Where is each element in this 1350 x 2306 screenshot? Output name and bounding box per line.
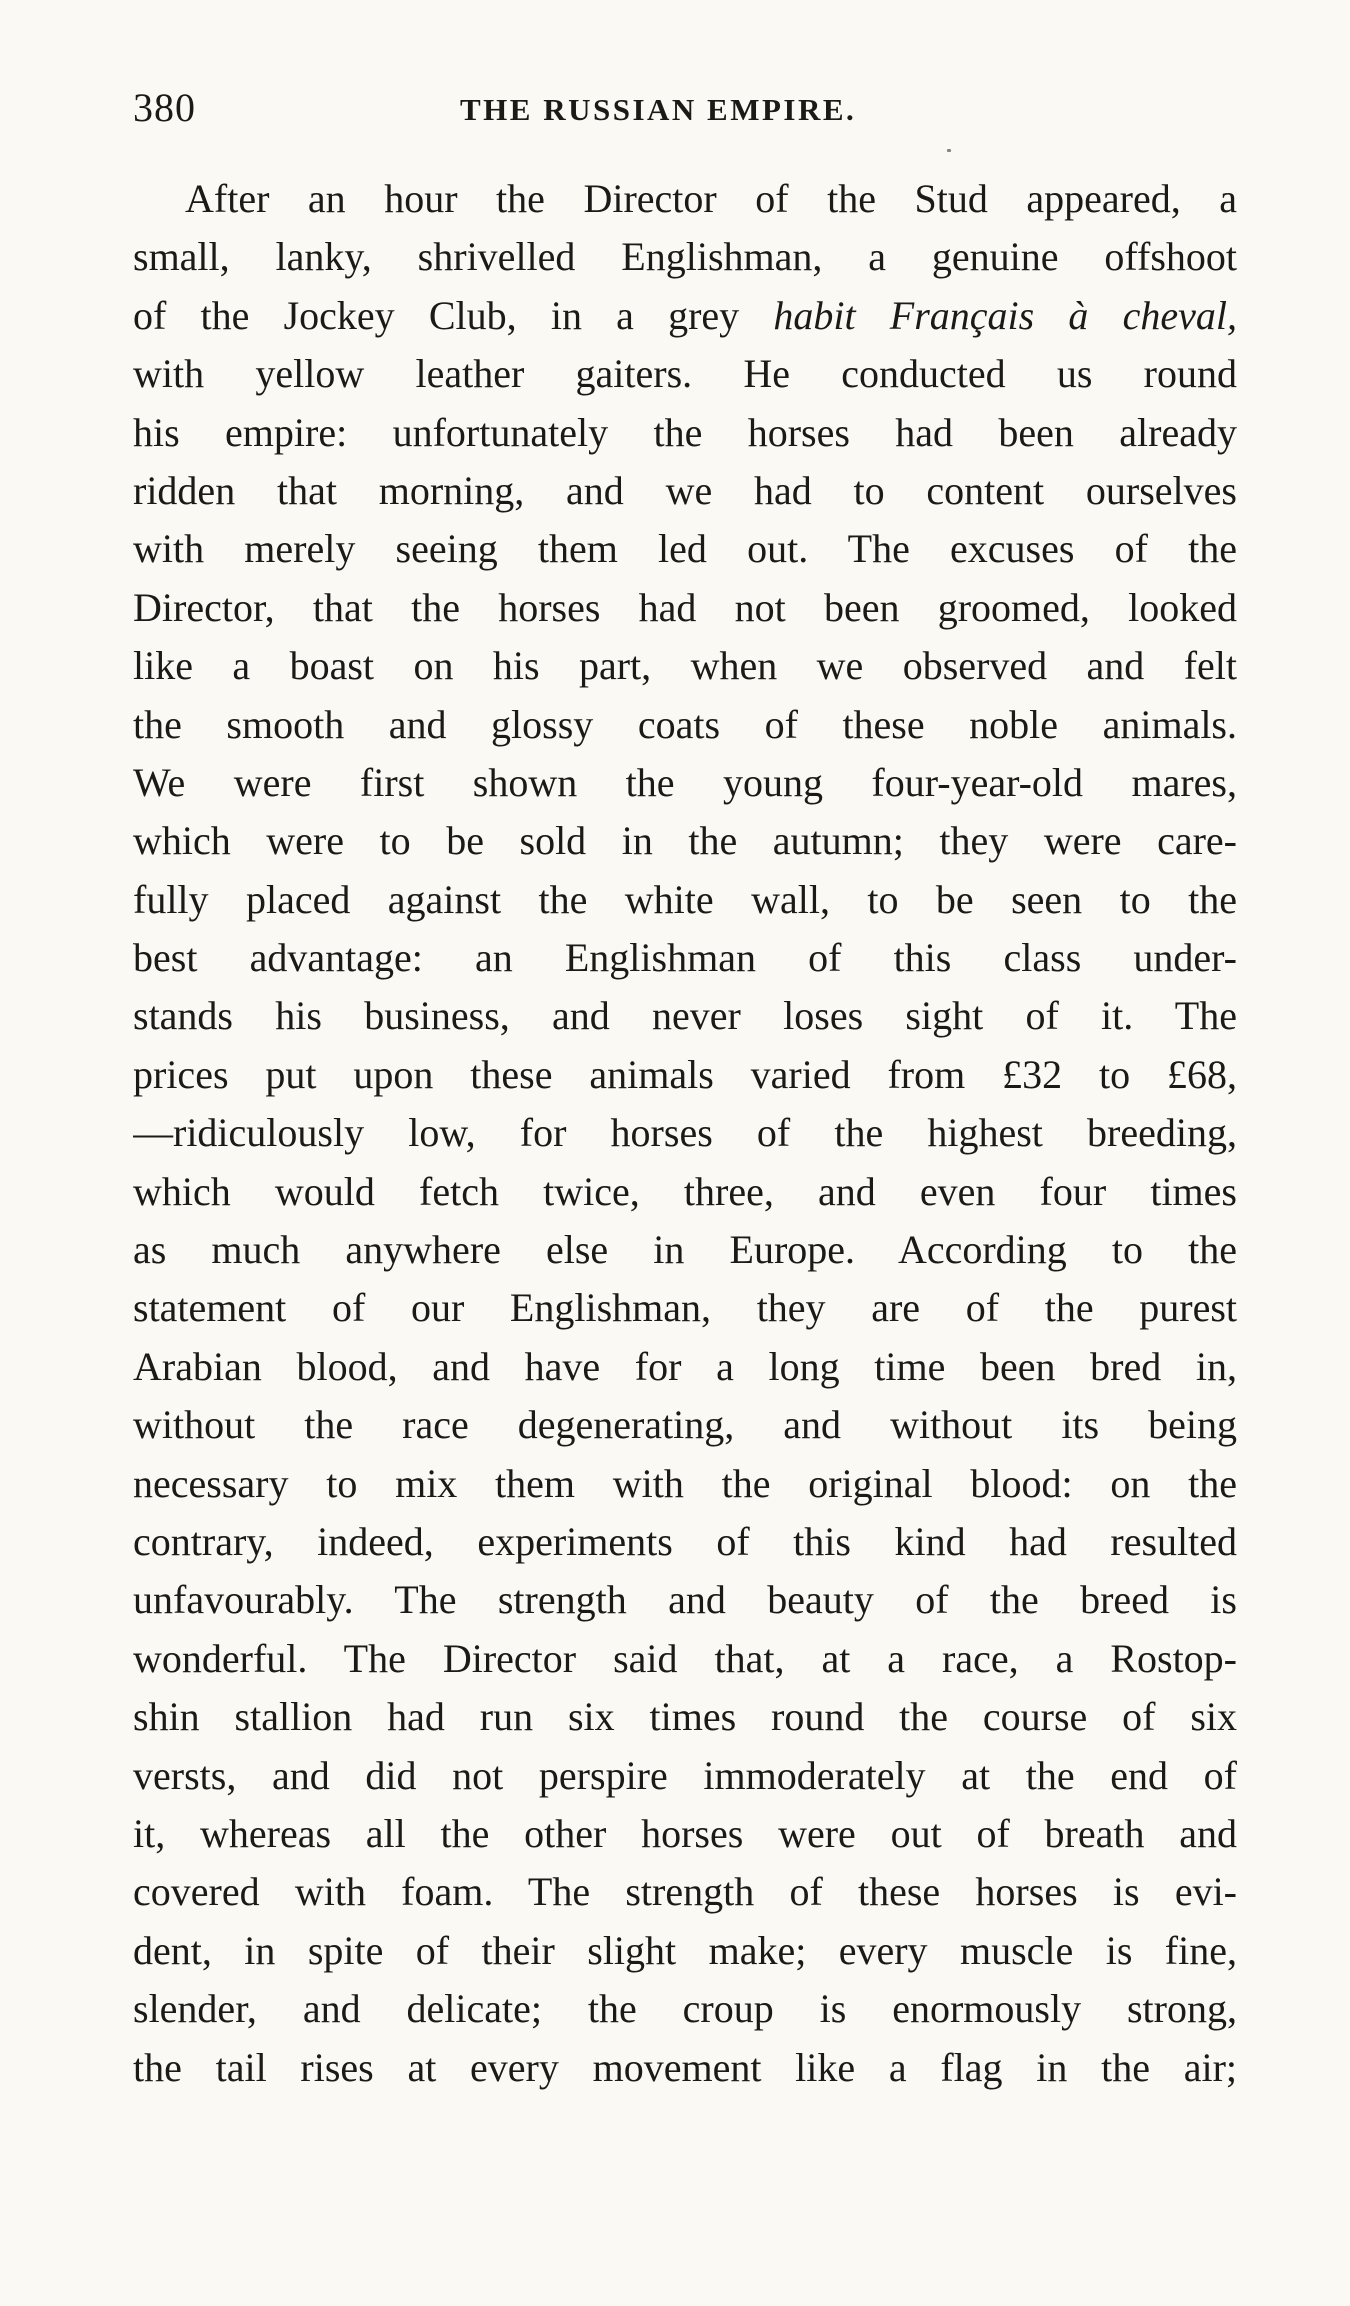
text-line: wonderful. The Director said that, at a race, a Rostop- (133, 1635, 1237, 1681)
italic-phrase: habit Français à cheval, (773, 292, 1237, 338)
text-line: which would fetch twice, three, and even four times (133, 1168, 1237, 1214)
text-line: shin stallion had run six times round the course of six (133, 1694, 1237, 1740)
text-line: ridden that morning, and we had to content ourselves (133, 467, 1237, 513)
text-line: it, whereas all the other horses were out of breath and (133, 1810, 1237, 1856)
running-head: THE RUSSIAN EMPIRE. (460, 92, 857, 127)
text-line: the tail rises at every movement like a flag in the air; (133, 2044, 1237, 2090)
text-line: versts, and did not perspire immoderately at the end of (133, 1752, 1237, 1798)
text-line: small, lanky, shrivelled Englishman, a genuine offshoot (133, 234, 1237, 280)
text-segment: of the Jockey Club, in a grey (133, 292, 774, 338)
text-line: slender, and delicate; the croup is enormously strong, (133, 1986, 1237, 2032)
text-line: unfavourably. The strength and beauty of the breed is (133, 1577, 1237, 1623)
text-line: Director, that the horses had not been groomed, looked (133, 584, 1237, 630)
text-line: covered with foam. The strength of these horses is evi- (133, 1869, 1237, 1915)
text-line: After an hour the Director of the Stud appeared, a (185, 176, 1237, 221)
text-line (133, 287, 1237, 345)
print-speck (947, 149, 951, 152)
text-line: fully placed against the white wall, to be seen to the (133, 876, 1237, 922)
text-line: We were first shown the young four-year-old mares, (133, 759, 1237, 805)
text-line: contrary, indeed, experiments of this kind had resulted (133, 1518, 1237, 1564)
text-line: necessary to mix them with the original blood: on the (133, 1460, 1237, 1506)
body-text (133, 170, 1237, 2097)
text-line: which were to be sold in the autumn; they were care- (133, 818, 1237, 864)
text-line: prices put upon these animals varied from £32 to £68, (133, 1051, 1237, 1097)
text-line: as much anywhere else in Europe. According to the (133, 1227, 1237, 1273)
text-line: dent, in spite of their slight make; every muscle is fine, (133, 1927, 1237, 1973)
text-line: with merely seeing them led out. The excuses of the (133, 526, 1237, 572)
page-number: 380 (133, 85, 196, 130)
text-line: Arabian blood, and have for a long time been bred in, (133, 1343, 1237, 1389)
text-line: without the race degenerating, and without its being (133, 1402, 1237, 1448)
text-line: like a boast on his part, when we observed and felt (133, 643, 1237, 689)
text-line: stands his business, and never loses sight of it. The (133, 993, 1237, 1039)
text-line: statement of our Englishman, they are of the purest (133, 1285, 1237, 1331)
text-line: best advantage: an Englishman of this class under- (133, 935, 1237, 981)
text-line: —ridiculously low, for horses of the highest breeding, (133, 1110, 1237, 1156)
text-line: his empire: unfortunately the horses had been already (133, 409, 1237, 455)
text-line: with yellow leather gaiters. He conducted us round (133, 351, 1237, 397)
text-line: the smooth and glossy coats of these noble animals. (133, 701, 1237, 747)
